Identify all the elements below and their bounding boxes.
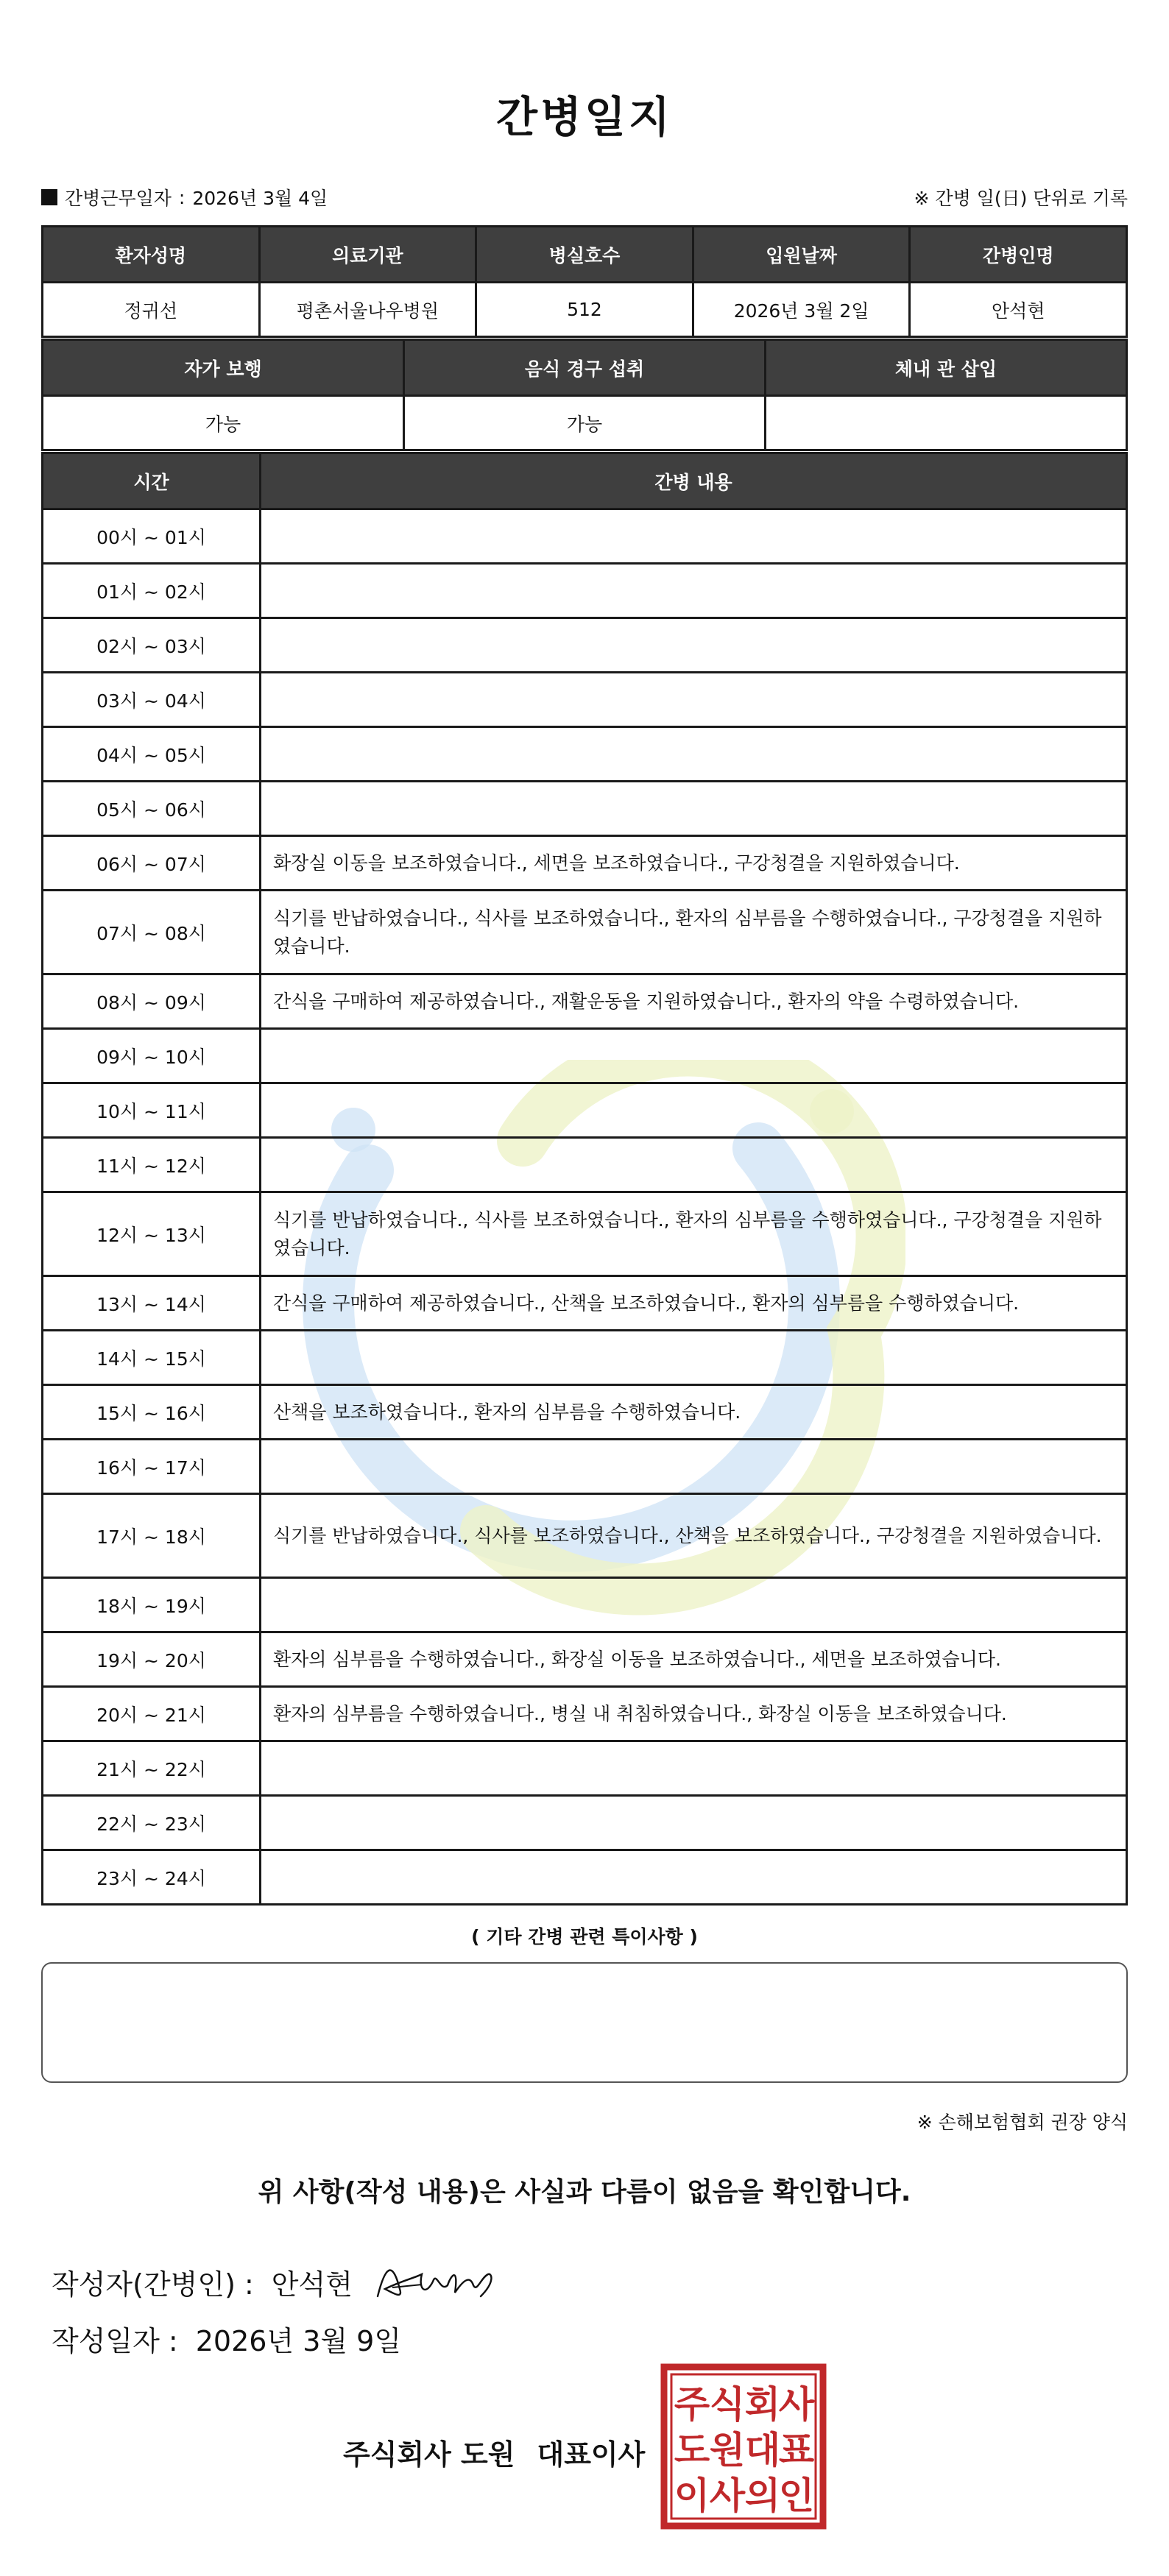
svg-text:도: 도 — [674, 2429, 710, 2471]
header-patient-name: 환자성명 — [43, 227, 260, 283]
time-slot: 04시 ~ 05시 — [43, 727, 261, 782]
care-content: 식기를 반납하였습니다., 식사를 보조하였습니다., 환자의 심부름을 수행하였습니다., 구강청결을 지원하였습니다. — [261, 1192, 1127, 1276]
care-content — [261, 1138, 1127, 1192]
time-slot: 06시 ~ 07시 — [43, 836, 261, 891]
table-row — [43, 509, 1127, 564]
signature-image — [370, 2252, 503, 2311]
table-row — [43, 727, 1127, 782]
writer-name: 안석현 — [271, 2268, 353, 2301]
table-row — [43, 1083, 1127, 1138]
patient-status-value-row — [43, 396, 1127, 450]
time-slot: 12시 ~ 13시 — [43, 1192, 261, 1276]
care-content: 산책을 보조하였습니다., 환자의 심부름을 수행하였습니다. — [261, 1385, 1127, 1440]
table-row — [43, 564, 1127, 618]
admission-date: 2026년 3월 2일 — [693, 283, 910, 337]
time-slot: 05시 ~ 06시 — [43, 782, 261, 836]
care-content: 환자의 심부름을 수행하였습니다., 화장실 이동을 보조하였습니다., 세면을 보조하였습니다. — [261, 1632, 1127, 1687]
patient-info-header-row — [43, 227, 1127, 283]
company-name: 주식회사 도원 — [343, 2438, 515, 2471]
time-slot: 23시 ~ 24시 — [43, 1850, 261, 1905]
work-date-separator: : — [178, 186, 186, 208]
hospital-name: 평촌서울나우병원 — [259, 283, 476, 337]
oral-intake-value: 가능 — [404, 396, 766, 450]
care-content — [261, 782, 1127, 836]
table-row — [43, 1138, 1127, 1192]
remarks-box — [41, 1962, 1128, 2083]
care-content — [261, 618, 1127, 673]
writer-label: 작성자(간병인) : — [52, 2268, 254, 2301]
work-date — [41, 184, 328, 210]
company-title: 대표이사 — [537, 2438, 646, 2471]
header-care-content: 간병 내용 — [261, 453, 1127, 509]
header-time: 시간 — [43, 453, 261, 509]
header-self-walking: 자가 보행 — [43, 340, 404, 396]
care-content — [261, 1850, 1127, 1905]
time-slot: 21시 ~ 22시 — [43, 1741, 261, 1796]
header-oral-intake: 음식 경구 섭취 — [404, 340, 766, 396]
time-slot: 14시 ~ 15시 — [43, 1331, 261, 1385]
table-row — [43, 1331, 1127, 1385]
patient-info-table — [41, 225, 1128, 338]
time-slot: 17시 ~ 18시 — [43, 1494, 261, 1578]
page-title: 간병일지 — [495, 92, 674, 142]
tube-insertion-value — [766, 396, 1127, 450]
care-content: 식기를 반납하였습니다., 식사를 보조하였습니다., 환자의 심부름을 수행하였습니다., 구강청결을 지원하였습니다. — [261, 891, 1127, 974]
time-slot: 07시 ~ 08시 — [43, 891, 261, 974]
written-date-value: 2026년 3월 9일 — [195, 2325, 402, 2357]
table-row — [43, 1687, 1127, 1741]
table-row — [43, 673, 1127, 727]
header-caregiver-name: 간병인명 — [910, 227, 1127, 283]
hourly-log-table — [41, 452, 1128, 1906]
table-row — [43, 1494, 1127, 1578]
table-row — [43, 618, 1127, 673]
care-content — [261, 1796, 1127, 1850]
care-content — [261, 1331, 1127, 1385]
record-unit-note: ※ 간병 일(日) 단위로 기록 — [914, 188, 1128, 209]
svg-text:의: 의 — [744, 2474, 781, 2517]
patient-status-table — [41, 339, 1128, 451]
patient-info-value-row — [43, 283, 1127, 337]
time-slot: 03시 ~ 04시 — [43, 673, 261, 727]
confirmation-statement: 위 사항(작성 내용)은 사실과 다름이 없음을 확인합니다. — [258, 2177, 911, 2207]
table-row — [43, 1796, 1127, 1850]
header-admission-date: 입원날짜 — [693, 227, 910, 283]
recommended-form-note: ※ 손해보험협회 권장 양식 — [917, 2112, 1128, 2133]
time-slot: 09시 ~ 10시 — [43, 1029, 261, 1083]
care-content — [261, 727, 1127, 782]
care-content — [261, 509, 1127, 564]
company-signoff — [343, 2432, 645, 2472]
svg-text:대: 대 — [744, 2429, 781, 2471]
time-slot: 11시 ~ 12시 — [43, 1138, 261, 1192]
care-content: 화장실 이동을 보조하였습니다., 세면을 보조하였습니다., 구강청결을 지원하였습니다. — [261, 836, 1127, 891]
time-slot: 18시 ~ 19시 — [43, 1578, 261, 1632]
table-row — [43, 836, 1127, 891]
caregiver-name: 안석현 — [910, 283, 1127, 337]
remarks-title: ( 기타 간병 관련 특이사항 ) — [471, 1926, 698, 1947]
table-row — [43, 1741, 1127, 1796]
header-room-number: 병실호수 — [476, 227, 693, 283]
work-date-label: 간병근무일자 — [65, 188, 172, 209]
svg-text:표: 표 — [778, 2429, 815, 2471]
black-square-icon — [41, 189, 57, 205]
company-seal-stamp — [660, 2363, 827, 2530]
svg-text:사: 사 — [778, 2383, 815, 2426]
table-row — [43, 1385, 1127, 1440]
meta-row — [41, 184, 1128, 213]
svg-text:이: 이 — [674, 2474, 710, 2517]
time-slot: 19시 ~ 20시 — [43, 1632, 261, 1687]
written-date-line — [52, 2318, 401, 2359]
table-row — [43, 974, 1127, 1029]
svg-text:주: 주 — [674, 2383, 710, 2426]
care-content: 식기를 반납하였습니다., 식사를 보조하였습니다., 산책을 보조하였습니다., 구강청결을 지원하였습니다. — [261, 1494, 1127, 1578]
written-date-label: 작성일자 : — [52, 2325, 178, 2357]
time-slot: 15시 ~ 16시 — [43, 1385, 261, 1440]
table-row — [43, 891, 1127, 974]
writer-line — [52, 2252, 503, 2311]
time-slot: 10시 ~ 11시 — [43, 1083, 261, 1138]
table-row — [43, 1440, 1127, 1494]
hourly-log-body — [43, 509, 1127, 1905]
table-row — [43, 782, 1127, 836]
care-content: 간식을 구매하여 제공하였습니다., 산책을 보조하였습니다., 환자의 심부름을 수행하였습니다. — [261, 1276, 1127, 1331]
svg-text:식: 식 — [709, 2383, 746, 2426]
care-content: 간식을 구매하여 제공하였습니다., 재활운동을 지원하였습니다., 환자의 약을 수령하였습니다. — [261, 974, 1127, 1029]
time-slot: 13시 ~ 14시 — [43, 1276, 261, 1331]
self-walking-value: 가능 — [43, 396, 404, 450]
care-content — [261, 1029, 1127, 1083]
time-slot: 02시 ~ 03시 — [43, 618, 261, 673]
hourly-log-header-row — [43, 453, 1127, 509]
care-content — [261, 564, 1127, 618]
table-row — [43, 1276, 1127, 1331]
svg-text:회: 회 — [744, 2383, 781, 2426]
table-row — [43, 1850, 1127, 1905]
svg-text:인: 인 — [778, 2474, 815, 2517]
care-content: 환자의 심부름을 수행하였습니다., 병실 내 취침하였습니다., 화장실 이동을 보조하였습니다. — [261, 1687, 1127, 1741]
care-content — [261, 1741, 1127, 1796]
table-row — [43, 1029, 1127, 1083]
work-date-value: 2026년 3월 4일 — [192, 188, 328, 209]
svg-text:원: 원 — [709, 2429, 746, 2471]
time-slot: 00시 ~ 01시 — [43, 509, 261, 564]
table-row — [43, 1578, 1127, 1632]
header-hospital: 의료기관 — [259, 227, 476, 283]
table-row — [43, 1192, 1127, 1276]
time-slot: 08시 ~ 09시 — [43, 974, 261, 1029]
patient-name: 정귀선 — [43, 283, 260, 337]
care-content — [261, 673, 1127, 727]
table-row — [43, 1632, 1127, 1687]
care-content — [261, 1440, 1127, 1494]
time-slot: 20시 ~ 21시 — [43, 1687, 261, 1741]
patient-status-header-row — [43, 340, 1127, 396]
care-content — [261, 1578, 1127, 1632]
time-slot: 22시 ~ 23시 — [43, 1796, 261, 1850]
time-slot: 16시 ~ 17시 — [43, 1440, 261, 1494]
header-tube-insertion: 체내 관 삽입 — [766, 340, 1127, 396]
svg-text:사: 사 — [709, 2474, 746, 2517]
time-slot: 01시 ~ 02시 — [43, 564, 261, 618]
care-content — [261, 1083, 1127, 1138]
room-number: 512 — [476, 283, 693, 337]
